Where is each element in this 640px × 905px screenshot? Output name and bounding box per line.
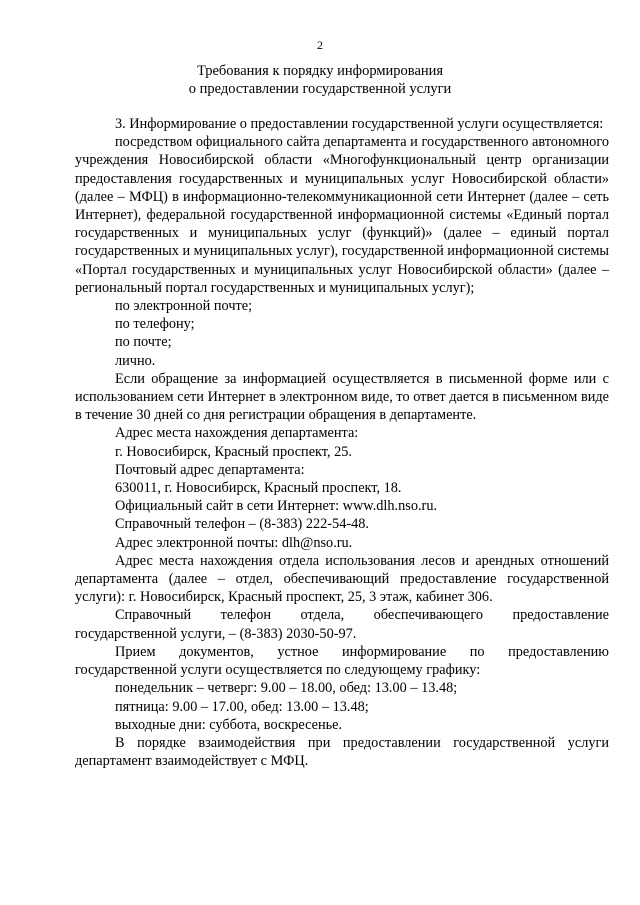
paragraph-division-address: Адрес места нахождения отдела использования лесов и арендных отношений департамента (далее – отдел, обеспечивающий предоставление государственной услуги): г. Новосибирск, Красный проспект, 25, 3 этаж, кабинет 306. [75,552,609,606]
document-body [75,115,609,770]
paragraph-division-phone: Справочный телефон отдела, обеспечивающего предоставление государственной услуги, – (8-383) 2030-50-97. [75,607,609,642]
paragraph-informing-intro: 3. Информирование о предоставлении государственной услуги осуществляется: [115,116,604,132]
paragraph-department-address: г. Новосибирск, Красный проспект, 25. [115,443,352,460]
document-title-line-2: о предоставлении государственной услуги [188,81,452,97]
document-title-line-1: Требования к порядку информирования [196,63,444,79]
paragraph-in-person: лично. [115,352,156,369]
paragraph-schedule-mon-thu: понедельник – четверг: 9.00 – 18.00, обед: 13.00 – 13.48; [115,680,458,697]
paragraph-by-email: по электронной почте; [115,298,253,315]
paragraph-schedule-intro: Прием документов, устное информирование по предоставлению государственной услуги осуществляется по следующему графику: [75,643,609,679]
document-title [0,62,640,98]
paragraph-postal-address: 630011, г. Новосибирск, Красный проспект, 18. [115,480,402,497]
paragraph-written-response: Если обращение за информацией осуществляется в письменной форме или с использованием сети Интернет в электронном виде, то ответ дается в письменном виде в течение 30 дней со дня регистрации обращения в департаменте. [75,370,609,424]
paragraph-email-address: Адрес электронной почты: dlh@nso.ru. [115,534,353,551]
paragraph-by-post: по почте; [115,334,172,351]
paragraph-reference-phone: Справочный телефон – (8-383) 222-54-48. [115,516,369,533]
paragraph-schedule-weekend: выходные дни: суббота, воскресенье. [115,716,343,733]
paragraph-mfc-interaction: В порядке взаимодействия при предоставлении государственной услуги департамент взаимодействует с МФЦ. [75,734,609,770]
paragraph-department-address-label: Адрес места нахождения департамента: [115,425,359,442]
paragraph-official-sites: посредством официального сайта департамента и государственного автономного учреждения Новосибирской области «Многофункциональный центр организации предоставления государственных и муниципальных услуг Новосибирской области» (далее – МФЦ) в информационно-телекоммуникационной сети Интернет (далее – сеть Интернет), федеральной государственной информационной системы «Единый портал государственных и муниципальных услуг (функций)» (далее – единый портал государственных и муниципальных услуг), государственной информационной системы «Портал государственных и муниципальных услуг Новосибирской области» (далее – региональный портал государственных и муниципальных услуг); [75,134,609,296]
paragraph-official-website: Официальный сайт в сети Интернет: www.dlh.nso.ru. [115,498,438,515]
paragraph-postal-address-label: Почтовый адрес департамента: [115,461,305,478]
page-number: 2 [317,38,323,52]
paragraph-schedule-friday: пятница: 9.00 – 17.00, обед: 13.00 – 13.48; [115,698,369,715]
paragraph-by-phone: по телефону; [115,316,195,333]
